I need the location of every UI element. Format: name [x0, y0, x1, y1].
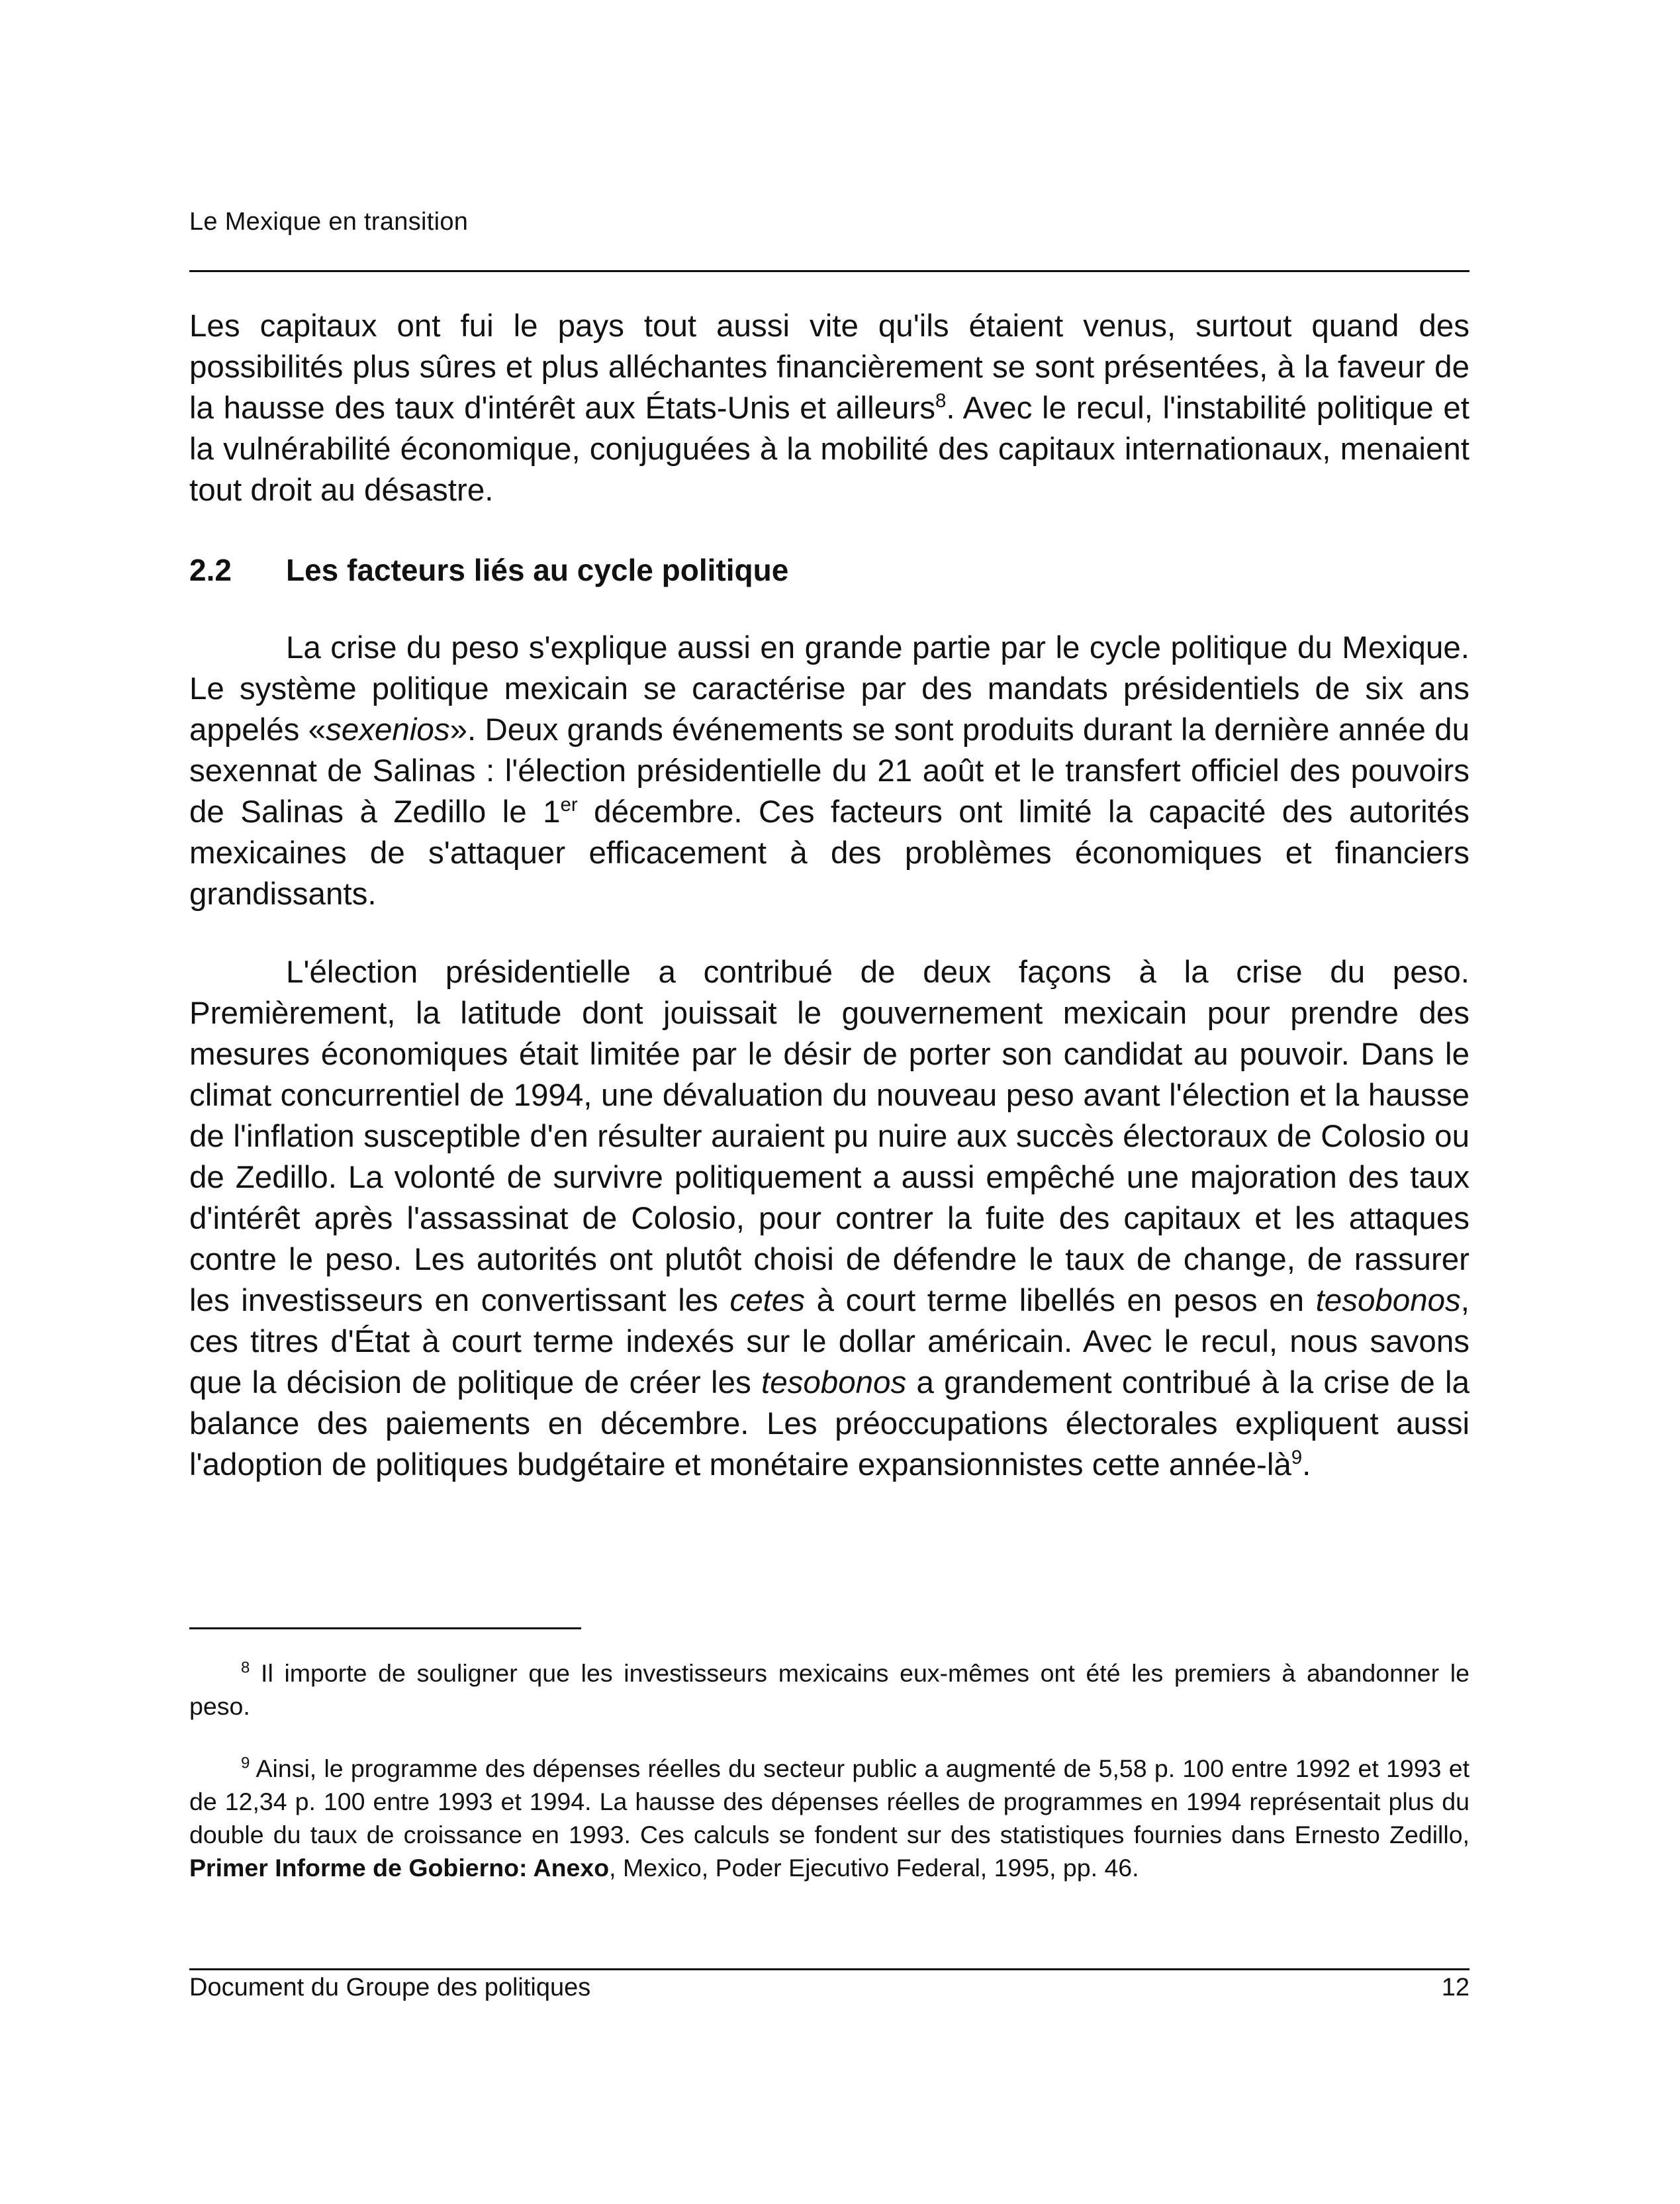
footnote-ref-8[interactable]: 8 [935, 390, 947, 412]
footnotes [189, 1656, 1470, 1884]
footnote-9: $^9$ Ainsi, le programme des dépenses réelles du secteur public a augmenté de 5,58 p. 100 entre 1992 et 1993 et de 12,34 p. 100 entre 1993 et 1994. La hausse des dépenses réelles de programmes en 1994 représentait plus du double du taux de croissance en 1993. Ces calculs se fondent sur des statistiques fournies dans Ernesto Zedillo, Primer Informe de Gobierno: Anexo, Mexico, Poder Ejecutivo Federal, 1995, pp. 46. [189, 1754, 1470, 1882]
term-cetes: cetes [729, 1283, 806, 1318]
footnote-ref-9[interactable]: 9 [1291, 1447, 1303, 1469]
term-tesobonos: tesobonos [1315, 1283, 1461, 1318]
page-number: 12 [1441, 1974, 1470, 2001]
footnote-rule [189, 1627, 581, 1629]
paragraph-capital-flight: Les capitaux ont fui le pays tout aussi vite qu'ils étaient venus, surtout quand des possibilités plus sûres et plus alléchantes financièrement se sont présentées, à la faveur de la hausse des taux d'intérêt aux États-Unis et ailleurs$^8$. Avec le recul, l'instabilité politique et la vulnérabilité économique, conjuguées à la mobilité des capitaux internationaux, menaient tout droit au désastre. [189, 309, 1470, 508]
term-tesobonos: tesobonos [761, 1365, 907, 1400]
footnote-mark: 9 [241, 1754, 250, 1772]
page-footer [189, 1972, 1470, 2003]
paragraph-presidential-election: L'élection présidentielle a contribué de deux façons à la crise du peso. Premièrement, la latitude dont jouissait le gouvernement mexicain pour prendre des mesures économiques était limitée par le désir de porter son candidat au pouvoir. Dans le climat concurrentiel de 1994, une dévaluation du nouveau peso avant l'élection et la hausse de l'inflation susceptible d'en résulter auraient pu nuire aux succès électoraux de Colosio ou de Zedillo. La volonté de survivre politiquement a aussi empêché une majoration des taux d'intérêt après l'assassinat de Colosio, pour contrer la fuite des capitaux et les attaques contre le peso. Les autorités ont plutôt choisi de défendre le taux de change, de rassurer les investisseurs en convertissant les cetes à court terme libellés en pesos en tesobonos, ces titres d'État à court terme indexés sur le dollar américain. Avec le recul, nous savons que la décision de politique de créer les tesobonos a grandement contribué à la crise de la balance des paiements en décembre. Les préoccupations électorales expliquent aussi l'adoption de politiques budgétaire et monétaire expansionnistes cette année-là$^9$. [189, 955, 1470, 1482]
spacer [189, 511, 1470, 550]
section-title: Les facteurs liés au cycle politique [286, 553, 789, 587]
section-heading [189, 550, 1470, 591]
paragraph-political-cycle: La crise du peso s'explique aussi en grande partie par le cycle politique du Mexique. Le système politique mexicain se caractérise par des mandats présidentiels de six ans appelés «sexenios». Deux grands événements se sont produits durant la dernière année du sexennat de Salinas : l'élection présidentielle du 21 août et le transfert officiel des pouvoirs de Salinas à Zedillo le 1er décembre. Ces facteurs ont limité la capacité des autorités mexicaines de s'attaquer efficacement à des problèmes économiques et financiers grandissants. [189, 630, 1470, 912]
footer-rule [189, 1968, 1470, 1970]
footer-label: Document du Groupe des politiques [189, 1974, 591, 2001]
spacer [189, 915, 1470, 952]
header-rule [189, 270, 1470, 272]
footnote-mark: 8 [241, 1658, 250, 1677]
footnote-8: $^8$ Il importe de souligner que les investisseurs mexicains eux-mêmes ont été les premiers à abandonner le peso. [189, 1658, 1470, 1720]
ordinal-superscript: er [560, 794, 578, 816]
cited-work-title: Primer Informe de Gobierno: Anexo [189, 1854, 610, 1882]
running-header: Le Mexique en transition [189, 208, 469, 236]
body-text [189, 306, 1470, 1486]
term-sexenios: sexenios [326, 712, 450, 747]
spacer [189, 591, 1470, 628]
section-number: 2.2 [189, 553, 232, 587]
